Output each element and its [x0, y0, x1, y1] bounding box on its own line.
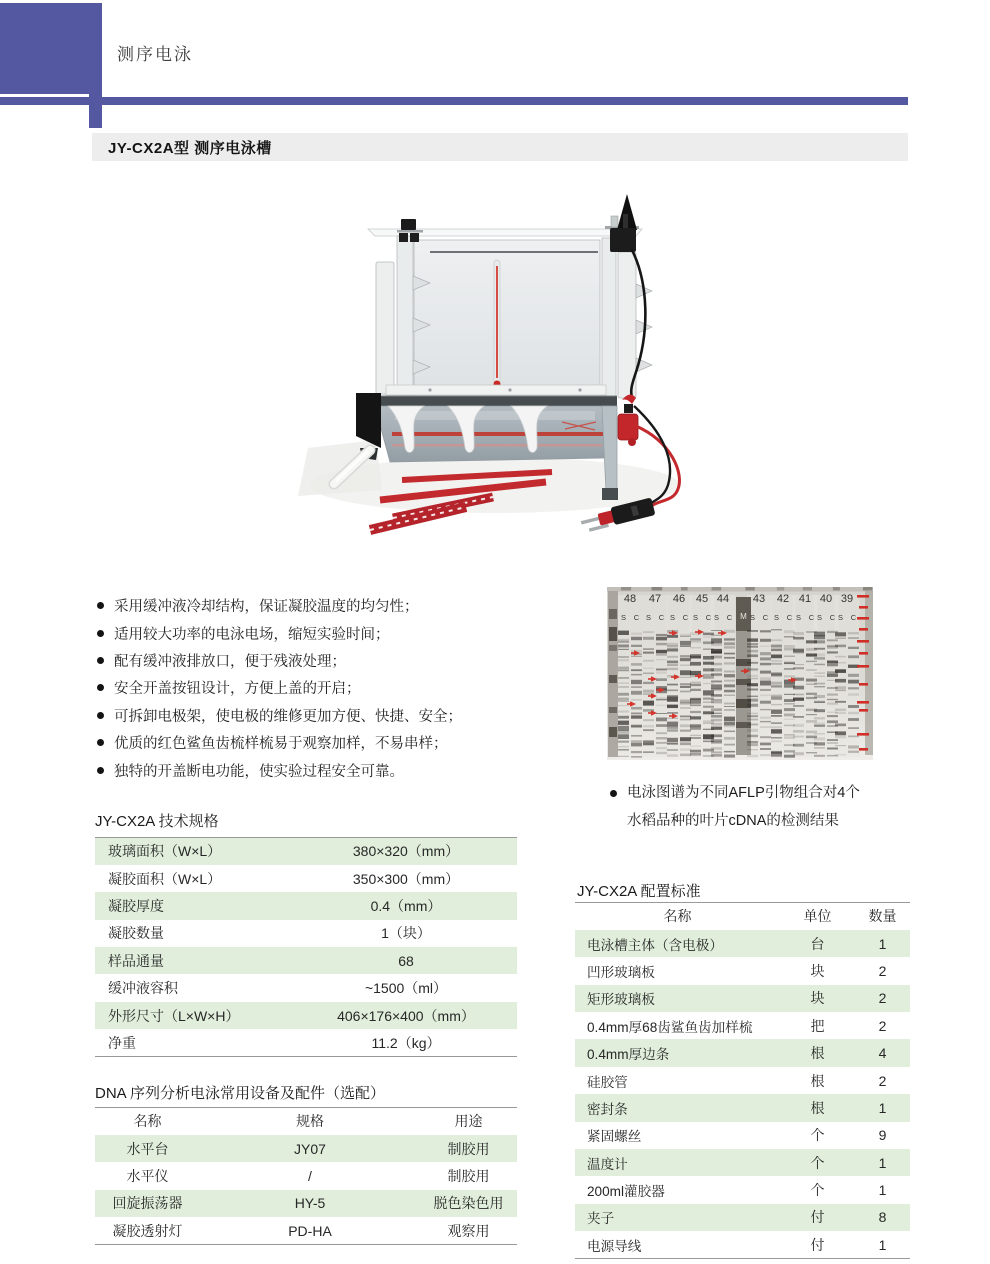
- table-cell: 台: [810, 935, 825, 952]
- table-cell: 块: [810, 962, 825, 979]
- table-row: [95, 920, 517, 947]
- table-row: [95, 947, 517, 974]
- table-row: [95, 838, 517, 865]
- gel-caption-line1: 电泳图谱为不同AFLP引物组合对4个: [627, 785, 860, 801]
- bullet-icon: [97, 630, 104, 637]
- svg-text:45: 45: [695, 593, 709, 605]
- feature-text: 可拆卸电极架，使电极的维修更加方便、快捷、安全；: [114, 708, 462, 725]
- svg-text:S: S: [645, 613, 652, 622]
- table-header-row: [95, 1108, 517, 1135]
- table-cell: PD-HA: [288, 1222, 332, 1239]
- section-title: JY-CX2A型 测序电泳槽: [108, 139, 272, 157]
- bullet-icon: [610, 790, 617, 797]
- table-cell: 0.4（mm）: [370, 897, 442, 914]
- table-cell: 1: [878, 1182, 887, 1199]
- table-cell: 凝胶厚度: [108, 897, 164, 914]
- gel-caption: [610, 779, 920, 835]
- table-row: [95, 1029, 517, 1056]
- table-row: [575, 1149, 910, 1176]
- table-cell: 406×176×400（mm）: [337, 1007, 475, 1024]
- table-cell: 凝胶数量: [108, 925, 164, 942]
- table-cell: 付: [810, 1209, 825, 1226]
- table-row: [575, 930, 910, 957]
- feature-item: [97, 674, 462, 701]
- table-cell: 根: [810, 1099, 825, 1116]
- svg-text:S: S: [692, 613, 699, 622]
- feature-text: 安全开盖按钮设计，方便上盖的开启；: [114, 681, 361, 698]
- feature-item: [97, 619, 462, 646]
- table-cell: 根: [810, 1045, 825, 1062]
- table-header-cell: 名称: [663, 908, 692, 925]
- product-photo: [280, 190, 740, 580]
- table-row: [575, 1122, 910, 1149]
- table-cell: 2: [878, 962, 887, 979]
- table-row: [575, 985, 910, 1012]
- table-cell: 个: [810, 1182, 825, 1199]
- table-header-cell: 单位: [803, 908, 832, 925]
- gel-caption-line2: 水稻品种的叶片cDNA的检测结果: [627, 813, 839, 829]
- table-cell: 紧固螺丝: [587, 1129, 642, 1145]
- table-cell: 温度计: [587, 1156, 628, 1172]
- svg-text:C: C: [808, 613, 815, 622]
- table-cell: 4: [878, 1045, 887, 1062]
- table-cell: 硅胶管: [587, 1074, 628, 1090]
- table-cell: 350×300（mm）: [352, 870, 460, 887]
- table-row: [575, 1176, 910, 1203]
- svg-text:S: S: [837, 613, 844, 622]
- table-cell: 缓冲液容积: [108, 980, 178, 997]
- svg-text:S: S: [795, 613, 802, 622]
- svg-text:S: S: [669, 613, 676, 622]
- table-cell: 200ml灌胶器: [587, 1184, 665, 1200]
- optional-table-title: DNA 序列分析电泳常用设备及配件（选配）: [95, 1085, 386, 1102]
- feature-item: [97, 729, 462, 756]
- table-row: [95, 1002, 517, 1029]
- table-cell: 制胶用: [447, 1167, 490, 1184]
- table-cell: 0.4mm厚边条: [587, 1047, 670, 1063]
- svg-text:S: S: [773, 613, 780, 622]
- electrode-bracket: [618, 414, 638, 440]
- table-cell: 9: [878, 1127, 887, 1144]
- table-row: [575, 1094, 910, 1121]
- feature-list: [97, 592, 462, 784]
- table-cell: 密封条: [587, 1101, 628, 1117]
- table-header-cell: 用途: [454, 1113, 483, 1130]
- feature-item: [97, 756, 462, 783]
- table-cell: 电泳槽主体（含电极）: [587, 937, 723, 953]
- table-row: [575, 1231, 910, 1258]
- spec-table-title: JY-CX2A 技术规格: [95, 813, 219, 830]
- table-row: [95, 892, 517, 919]
- table-cell: 水平仪: [126, 1167, 169, 1184]
- table-cell: 380×320（mm）: [352, 843, 460, 860]
- table-cell: 外形尺寸（L×W×H）: [108, 1007, 240, 1024]
- config-table-title: JY-CX2A 配置标准: [577, 883, 701, 900]
- table-cell: 0.4mm厚68齿鲨鱼齿加样梳: [587, 1019, 753, 1035]
- config-table: [575, 902, 910, 1259]
- table-row: [95, 974, 517, 1001]
- table-row: [575, 1012, 910, 1039]
- feature-item: [97, 592, 462, 619]
- table-row: [575, 1039, 910, 1066]
- svg-text:42: 42: [776, 593, 790, 605]
- table-cell: 净重: [108, 1034, 136, 1051]
- svg-text:46: 46: [672, 593, 686, 605]
- svg-text:S: S: [713, 613, 720, 622]
- svg-text:47: 47: [648, 593, 662, 605]
- base-rim: [370, 396, 617, 406]
- table-cell: 回旋振荡器: [112, 1195, 183, 1212]
- end-cap: [356, 393, 381, 448]
- table-header-row: [575, 903, 910, 930]
- bullet-icon: [97, 602, 104, 609]
- feature-text: 优质的红色鲨鱼齿梳样梳易于观察加样，不易串样；: [114, 736, 448, 753]
- electrophoresis-cell-photo: [280, 190, 740, 580]
- table-cell: /: [308, 1167, 312, 1184]
- bullet-icon: [97, 684, 104, 691]
- table-cell: 2: [878, 990, 887, 1007]
- table-cell: 1: [878, 1236, 887, 1253]
- feature-text: 适用较大功率的电泳电场，缩短实验时间；: [114, 626, 390, 643]
- table-cell: 2: [878, 1017, 887, 1034]
- gel-image: [607, 587, 873, 760]
- table-cell: 块: [810, 990, 825, 1007]
- svg-text:C: C: [786, 613, 793, 622]
- feature-text: 采用缓冲液冷却结构，保证凝胶温度的均匀性；: [114, 599, 419, 616]
- table-cell: 观察用: [447, 1222, 490, 1239]
- table-row: [95, 1190, 517, 1217]
- table-row: [95, 1217, 517, 1244]
- svg-text:C: C: [658, 613, 665, 622]
- svg-text:C: C: [762, 613, 769, 622]
- brand-block: [0, 3, 102, 94]
- top-left-clamp: [401, 219, 416, 230]
- table-cell: 凝胶透射灯: [112, 1222, 183, 1239]
- table-cell: HY-5: [294, 1195, 326, 1212]
- svg-text:48: 48: [623, 593, 637, 605]
- svg-text:44: 44: [716, 593, 730, 605]
- table-cell: 个: [810, 1127, 825, 1144]
- svg-text:41: 41: [798, 593, 812, 605]
- table-row: [95, 865, 517, 892]
- table-cell: 夹子: [587, 1211, 615, 1227]
- svg-text:C: C: [726, 613, 733, 622]
- svg-text:C: C: [829, 613, 836, 622]
- table-cell: 1: [878, 1154, 887, 1171]
- table-cell: 根: [810, 1072, 825, 1089]
- table-row: [95, 1135, 517, 1162]
- table-header-cell: 数量: [868, 908, 897, 925]
- table-row: [575, 957, 910, 984]
- table-cell: 付: [810, 1236, 825, 1253]
- svg-text:43: 43: [752, 593, 766, 605]
- table-row: [575, 1204, 910, 1231]
- table-cell: ~1500（ml）: [364, 980, 448, 997]
- bullet-icon: [97, 739, 104, 746]
- table-cell: 2: [878, 1072, 887, 1089]
- svg-text:S: S: [816, 613, 823, 622]
- table-cell: 水平台: [126, 1140, 169, 1157]
- table-cell: 脱色染色用: [433, 1195, 504, 1212]
- table-cell: 11.2（kg）: [371, 1034, 441, 1051]
- bullet-icon: [97, 767, 104, 774]
- page-kicker: 测序电泳: [117, 45, 193, 64]
- brand-block-tail: [89, 94, 102, 128]
- table-cell: 凹形玻璃板: [587, 964, 655, 980]
- table-row: [575, 1067, 910, 1094]
- svg-text:40: 40: [819, 593, 833, 605]
- table-cell: 把: [810, 1017, 825, 1034]
- section-header: [92, 133, 908, 161]
- table-header-cell: 规格: [296, 1113, 324, 1130]
- feature-item: [97, 647, 462, 674]
- feature-item: [97, 702, 462, 729]
- svg-text:C: C: [850, 613, 857, 622]
- svg-text:C: C: [682, 613, 689, 622]
- table-cell: 8: [878, 1209, 887, 1226]
- table-row: [95, 1162, 517, 1189]
- table-cell: 矩形玻璃板: [587, 992, 655, 1008]
- svg-text:M: M: [740, 612, 747, 621]
- table-cell: 样品通量: [108, 952, 164, 969]
- gel-figure: [607, 587, 873, 760]
- table-cell: 凝胶面积（W×L）: [108, 870, 222, 887]
- table-cell: 玻璃面积（W×L）: [108, 843, 222, 860]
- table-cell: 1: [878, 935, 887, 952]
- svg-text:S: S: [749, 613, 756, 622]
- svg-text:S: S: [620, 613, 627, 622]
- table-cell: 电源导线: [587, 1238, 642, 1254]
- feature-text: 配有缓冲液排放口，便于残液处理；: [114, 653, 346, 670]
- spec-table: [95, 837, 517, 1057]
- table-cell: 68: [398, 952, 414, 969]
- optional-table: [95, 1107, 517, 1245]
- svg-text:C: C: [705, 613, 712, 622]
- table-cell: 个: [810, 1154, 825, 1171]
- bullet-icon: [97, 657, 104, 664]
- table-cell: 制胶用: [447, 1140, 490, 1157]
- svg-text:C: C: [633, 613, 640, 622]
- table-cell: JY07: [294, 1140, 326, 1157]
- table-cell: 1: [878, 1099, 887, 1116]
- header-rule: [0, 97, 908, 105]
- svg-text:39: 39: [840, 593, 854, 605]
- feature-text: 独特的开盖断电功能，使实验过程安全可靠。: [114, 763, 404, 780]
- bullet-icon: [97, 712, 104, 719]
- table-header-cell: 名称: [133, 1113, 162, 1130]
- table-cell: 1（块）: [381, 925, 431, 942]
